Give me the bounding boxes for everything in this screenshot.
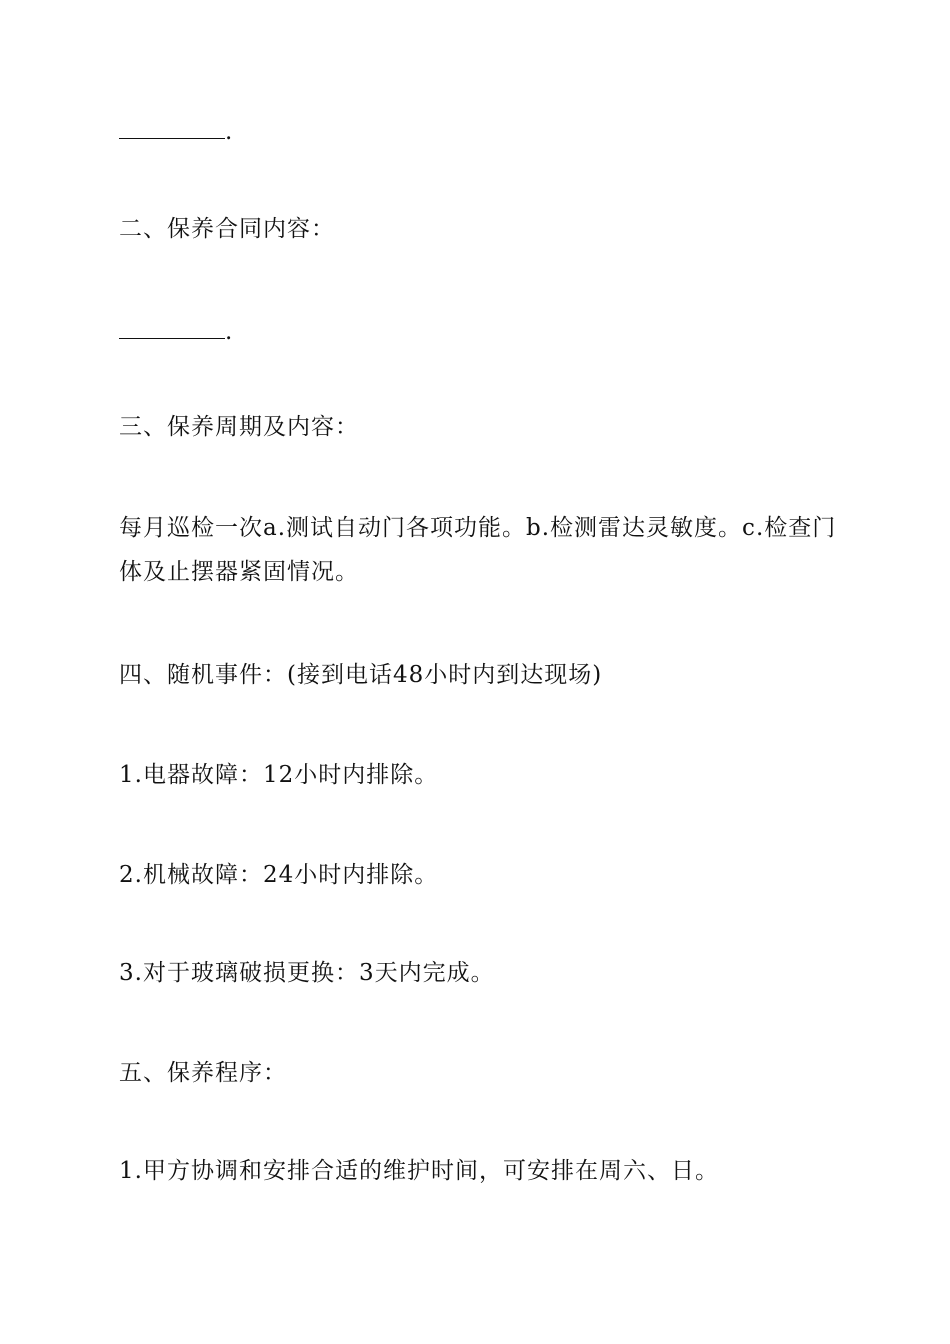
section-4-item: 2.机械故障：24小时内排除。 — [119, 862, 439, 888]
section-2-heading: 二、保养合同内容： — [119, 216, 335, 242]
blank-suffix: . — [225, 319, 234, 345]
blank-underline — [119, 320, 225, 339]
blank-field-1 — [119, 120, 233, 144]
section-5-heading: 五、保养程序： — [119, 1060, 287, 1086]
section-4-item: 1.电器故障：12小时内排除。 — [119, 762, 439, 788]
blank-suffix: . — [225, 119, 234, 145]
section-4-item: 3.对于玻璃破损更换：3天内完成。 — [119, 960, 495, 986]
section-3-heading: 三、保养周期及内容： — [119, 414, 359, 440]
blank-field-2 — [119, 320, 233, 344]
blank-underline — [119, 120, 225, 139]
section-5-item: 1.甲方协调和安排合适的维护时间，可安排在周六、日。 — [119, 1158, 719, 1184]
section-4-heading: 四、随机事件：(接到电话48小时内到达现场) — [119, 662, 603, 688]
section-3-body: 每月巡检一次a.测试自动门各项功能。b.检测雷达灵敏度。c.检查门体及止摆器紧固情况。 — [119, 515, 837, 585]
